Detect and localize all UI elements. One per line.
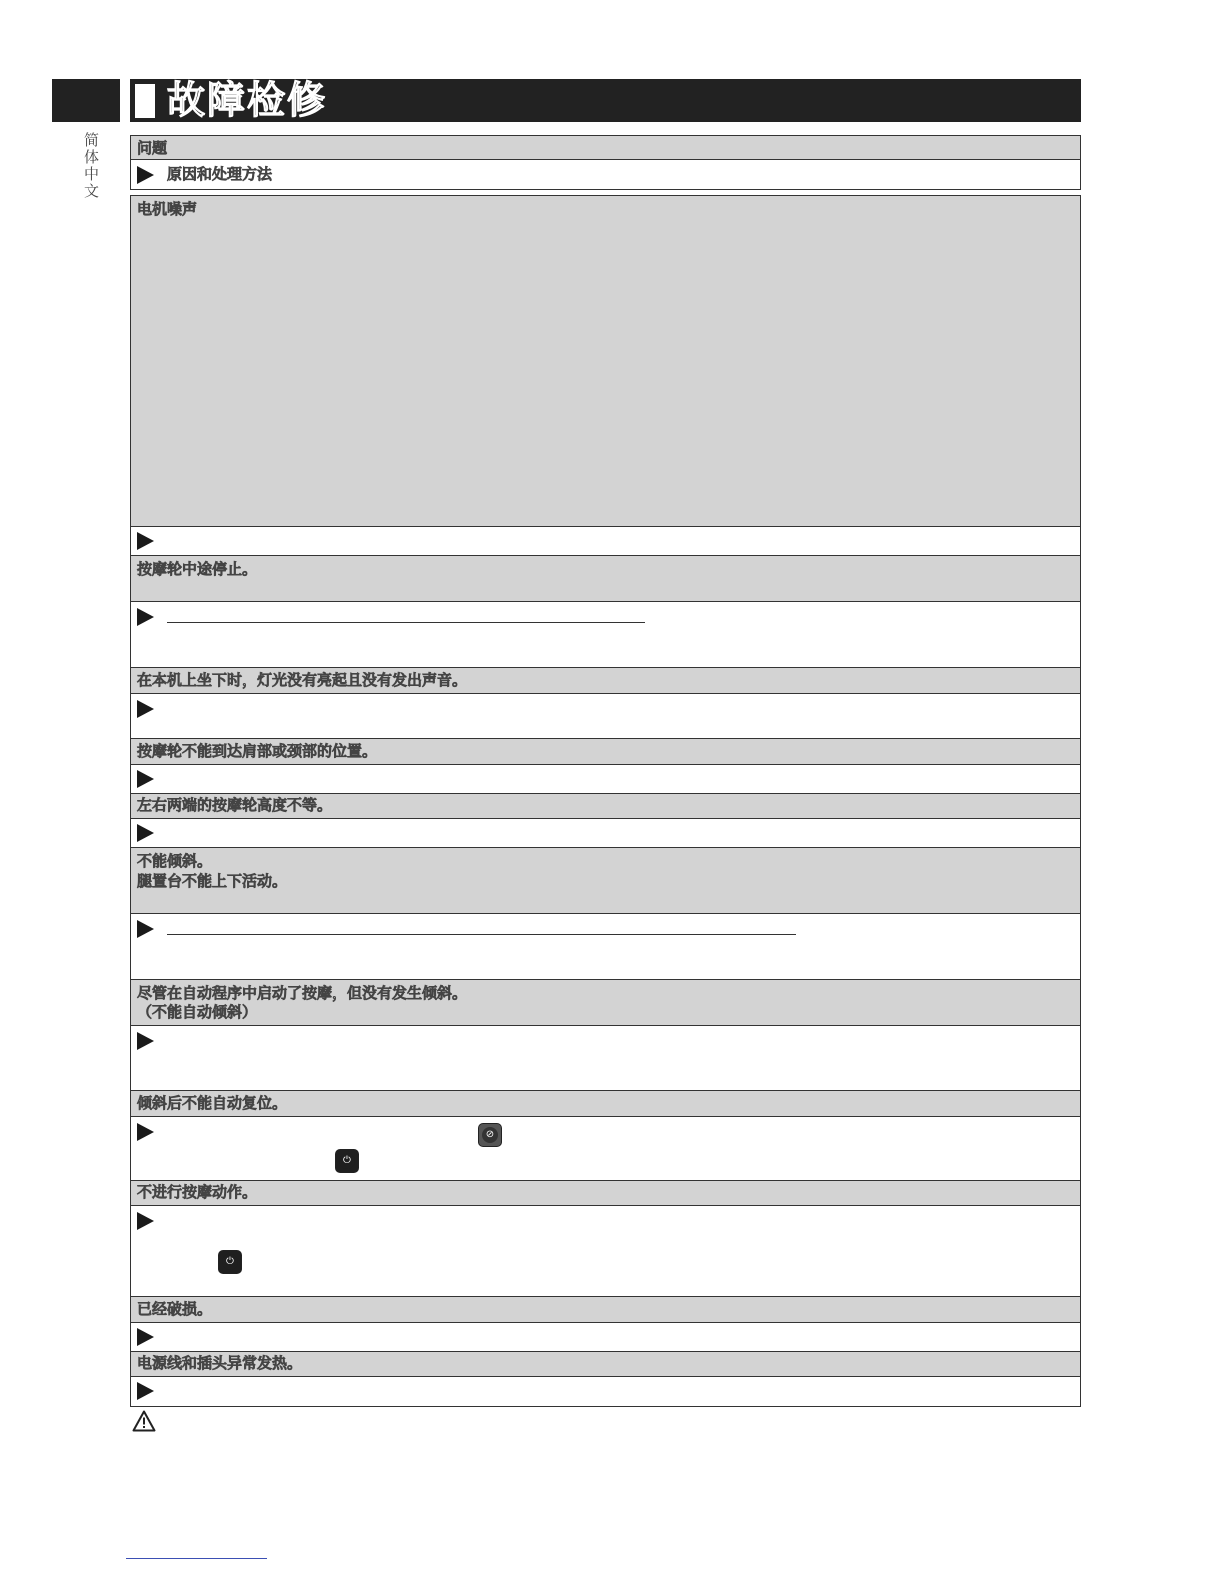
problem-text: 按摩轮中途停止。 bbox=[137, 560, 258, 578]
cause-row bbox=[130, 694, 1081, 739]
problem-row bbox=[130, 1091, 1081, 1117]
power-symbol: ⏻ bbox=[339, 1153, 355, 1169]
right-triangle-icon bbox=[137, 1123, 154, 1141]
cause-row bbox=[130, 527, 1081, 556]
cause-row bbox=[130, 1026, 1081, 1091]
underline-rule bbox=[167, 934, 796, 935]
problem-text: 左右两端的按摩轮高度不等。 bbox=[137, 796, 333, 814]
power-button-icon bbox=[218, 1250, 242, 1274]
cause-row bbox=[130, 819, 1081, 848]
recline-button-icon bbox=[478, 1123, 502, 1147]
header-marker bbox=[135, 84, 155, 118]
right-triangle-icon bbox=[137, 1032, 154, 1050]
problem-row bbox=[130, 980, 1081, 1026]
legend-cause-row bbox=[130, 160, 1081, 190]
right-triangle-icon bbox=[137, 608, 154, 626]
power-button-icon bbox=[335, 1149, 359, 1173]
right-triangle-icon bbox=[137, 770, 154, 788]
problem-row bbox=[130, 1352, 1081, 1377]
cause-row bbox=[130, 602, 1081, 668]
problem-row bbox=[130, 556, 1081, 602]
language-label: 简体中文 bbox=[82, 132, 100, 200]
cause-row bbox=[130, 914, 1081, 980]
side-tab bbox=[52, 79, 120, 122]
problem-row bbox=[130, 195, 1081, 527]
right-triangle-icon bbox=[137, 532, 154, 550]
troubleshooting-table bbox=[130, 135, 1081, 1407]
right-triangle-icon bbox=[137, 1382, 154, 1400]
problem-text: 已经破损。 bbox=[137, 1300, 213, 1318]
problem-row bbox=[130, 668, 1081, 694]
problem-row bbox=[130, 739, 1081, 765]
cause-row bbox=[130, 1206, 1081, 1297]
problem-text: 按摩轮不能到达肩部或颈部的位置。 bbox=[137, 742, 378, 760]
underline-rule bbox=[167, 622, 645, 623]
right-triangle-icon bbox=[137, 166, 154, 184]
problem-row bbox=[130, 794, 1081, 819]
problem-text: 尽管在自动程序中启动了按摩，但没有发生倾斜。 bbox=[137, 984, 468, 1002]
cause-row bbox=[130, 765, 1081, 794]
recline-symbol: ⊘ bbox=[482, 1127, 498, 1143]
cause-row bbox=[130, 1117, 1081, 1181]
problem-text: 倾斜后不能自动复位。 bbox=[137, 1094, 288, 1112]
warning-icon bbox=[132, 1410, 156, 1432]
problem-row bbox=[130, 1297, 1081, 1323]
legend-cause-label: 原因和处理方法 bbox=[167, 165, 273, 183]
problem-text: （不能自动倾斜） bbox=[137, 1003, 258, 1021]
legend-problem-label: 问题 bbox=[137, 139, 168, 157]
right-triangle-icon bbox=[137, 824, 154, 842]
cause-row bbox=[130, 1377, 1081, 1407]
cause-row bbox=[130, 1323, 1081, 1352]
problem-text: 不能倾斜。 bbox=[137, 852, 213, 870]
problem-text: 电机噪声 bbox=[137, 200, 198, 218]
legend-problem-row bbox=[130, 135, 1081, 160]
page-title: 故障检修 bbox=[167, 78, 328, 122]
right-triangle-icon bbox=[137, 700, 154, 718]
problem-text: 不进行按摩动作。 bbox=[137, 1183, 258, 1201]
section-header bbox=[130, 79, 1081, 122]
power-symbol: ⏻ bbox=[222, 1254, 238, 1270]
problem-text: 电源线和插头异常发热。 bbox=[137, 1354, 303, 1372]
problem-row bbox=[130, 1181, 1081, 1206]
footer-rule bbox=[126, 1558, 267, 1559]
problem-text: 在本机上坐下时，灯光没有亮起且没有发出声音。 bbox=[137, 671, 468, 689]
right-triangle-icon bbox=[137, 1212, 154, 1230]
problem-row bbox=[130, 848, 1081, 914]
problem-text: 腿置台不能上下活动。 bbox=[137, 872, 288, 890]
right-triangle-icon bbox=[137, 920, 154, 938]
right-triangle-icon bbox=[137, 1328, 154, 1346]
